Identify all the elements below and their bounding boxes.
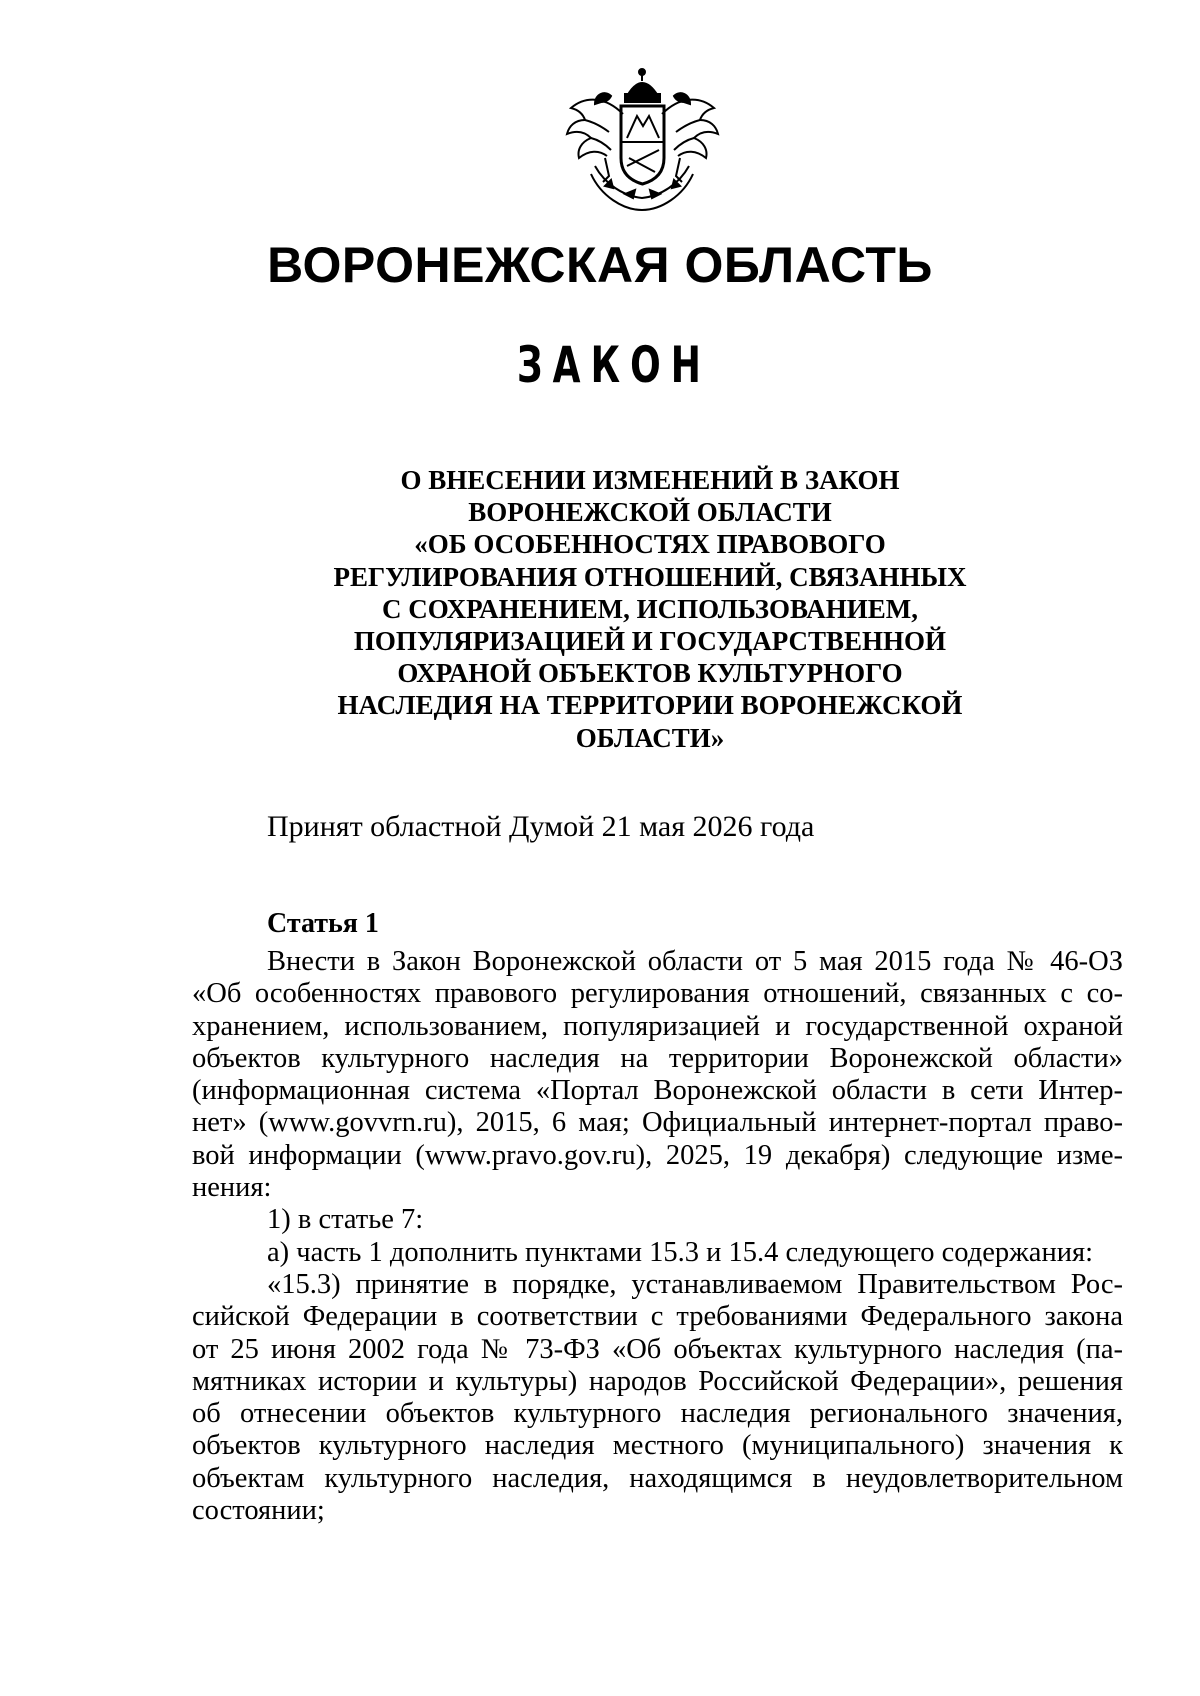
body-line: «Об особенностях правового регулирования отношений, связанных с со- [192,978,1123,1010]
law-title-line: «ОБ ОСОБЕННОСТЯХ ПРАВОВОГО [414,529,886,560]
body-line: объектов культурного наследия на территории Воронежской области» [192,1042,1123,1074]
body-line: объектам культурного наследия, находящимся в неудовлетворительном [192,1462,1123,1494]
body-line: «15.3) принятие в порядке, устанавливаемом Правительством Рос- [267,1268,1123,1300]
law-title-line: ВОРОНЕЖСКОЙ ОБЛАСТИ [468,497,832,528]
body-line: хранением, использованием, популяризацией и государственной охраной [192,1010,1123,1042]
law-title-line: О ВНЕСЕНИИ ИЗМЕНЕНИЙ В ЗАКОН [400,465,900,495]
body-line: 1) в статье 7: [267,1204,424,1236]
body-line: состоянии; [192,1495,325,1527]
law-title [250,464,1050,754]
body-line: объектов культурного наследия местного (муниципального) значения к [192,1430,1123,1462]
body-line: от 25 июня 2002 года № 73-ФЗ «Об объектах культурного наследия (па- [192,1333,1123,1365]
law-title-line: РЕГУЛИРОВАНИЯ ОТНОШЕНИЙ, СВЯЗАННЫХ [333,561,967,592]
law-title-line: ОХРАНОЙ ОБЪЕКТОВ КУЛЬТУРНОГО [397,658,903,689]
body-line: нения: [192,1172,272,1204]
body-line: Внести в Закон Воронежской области от 5 мая 2015 года № 46-ОЗ [267,946,1123,977]
law-title-line: С СОХРАНЕНИЕМ, ИСПОЛЬЗОВАНИЕМ, [381,593,919,624]
document-type: ЗАКОН [516,336,711,394]
law-title-line: НАСЛЕДИЯ НА ТЕРРИТОРИИ ВОРОНЕЖСКОЙ [337,690,963,721]
body-line: нет» (www.govvrn.ru), 2015, 6 мая; Официальный интернет-портал право- [192,1107,1123,1139]
law-title-line: ПОПУЛЯРИЗАЦИЕЙ И ГОСУДАРСТВЕННОЙ [353,626,947,657]
body-line: сийской Федерации в соответствии с требованиями Федерального закона [192,1301,1123,1333]
adoption-note: Принят областной Думой 21 мая 2026 года [267,810,815,843]
body-line: мятниках истории и культуры) народов Российской Федерации», решения [192,1365,1123,1397]
region-name: ВОРОНЕЖСКАЯ ОБЛАСТЬ [267,237,933,293]
body-line: (информационная система «Портал Воронежской области в сети Интер- [192,1075,1123,1107]
body-line: вой информации (www.pravo.gov.ru), 2025, 19 декабря) следующие изме- [192,1139,1123,1171]
article-heading: Статья 1 [267,908,379,939]
body-line: об отнесении объектов культурного наследия регионального значения, [192,1398,1123,1430]
body-line: а) часть 1 дополнить пунктами 15.3 и 15.4 следующего содержания: [267,1236,1093,1268]
article-body [192,946,1123,1527]
law-title-line: ОБЛАСТИ» [575,722,725,753]
coat-of-arms-emblem [565,66,720,216]
